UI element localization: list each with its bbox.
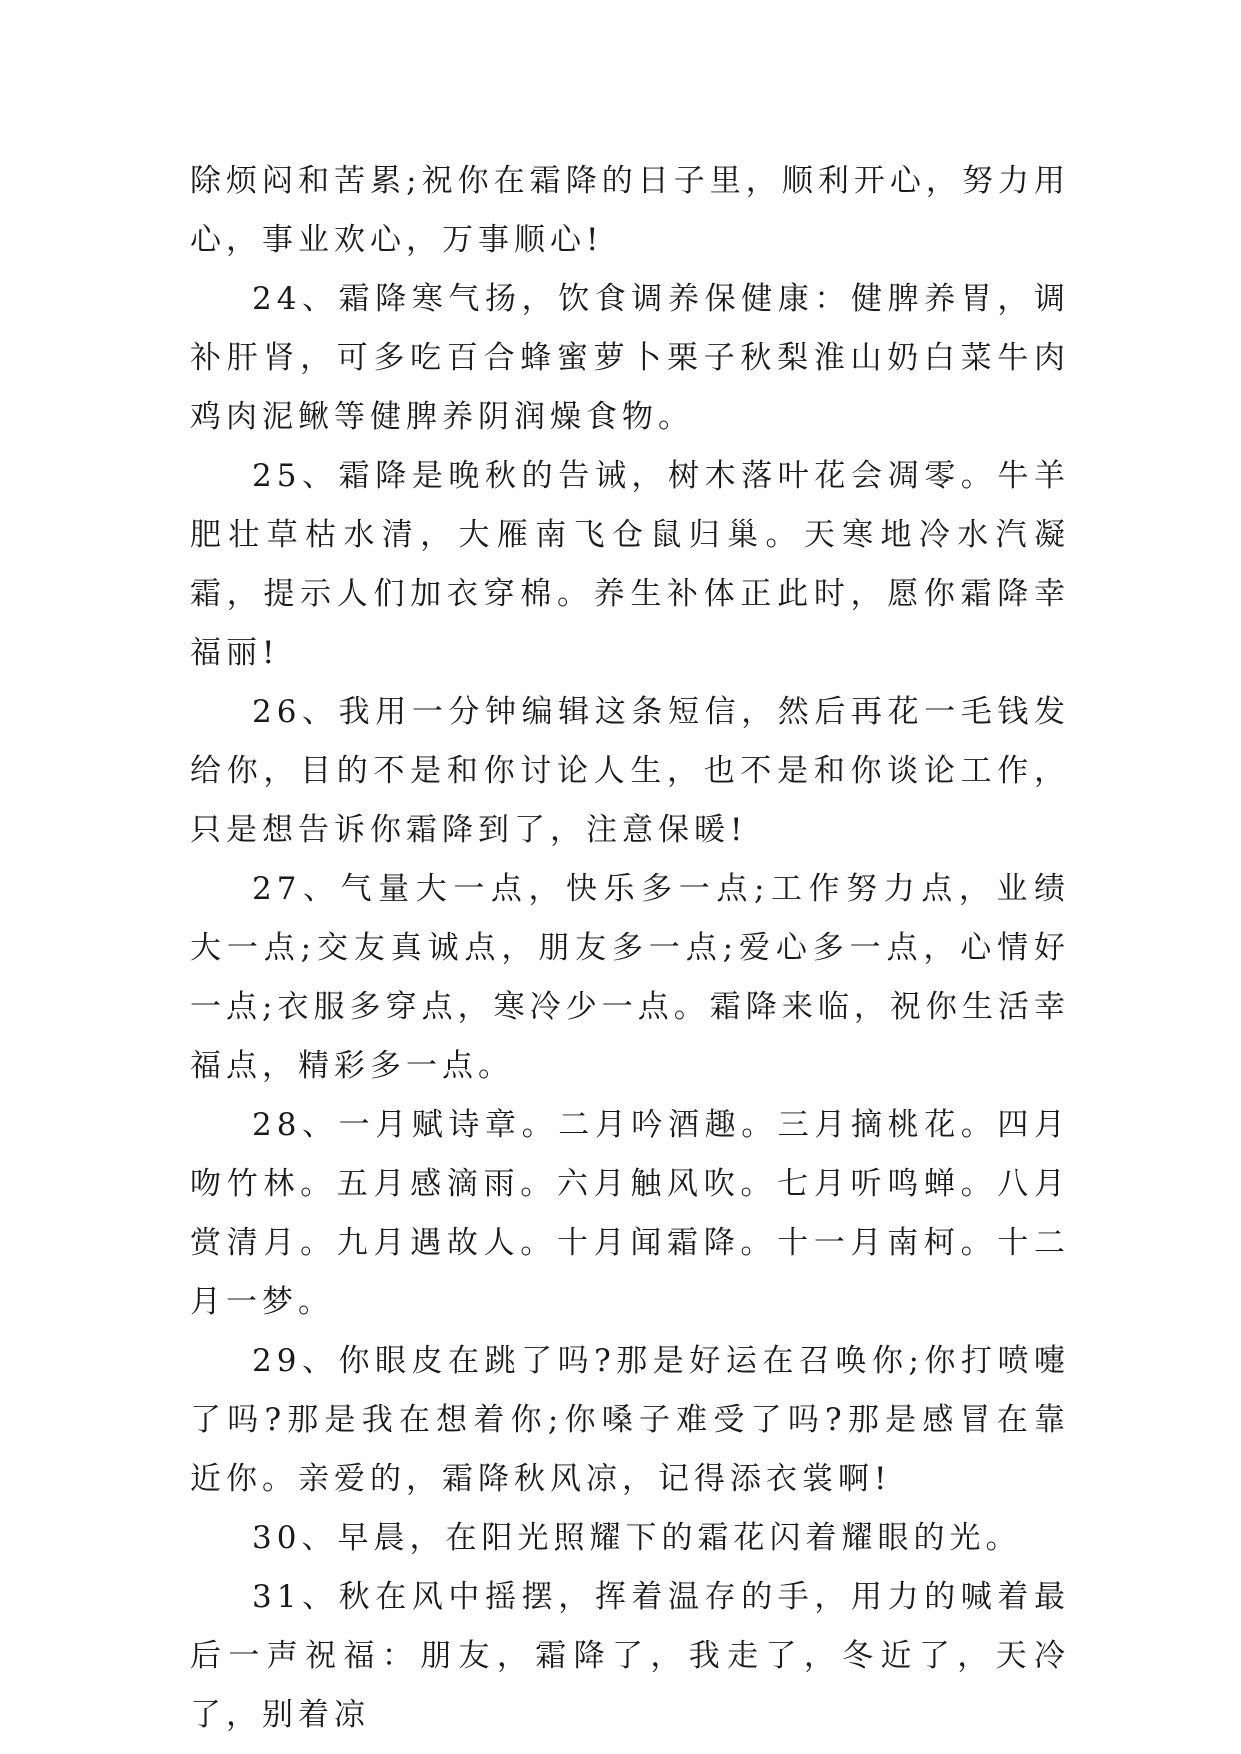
document-page [190, 152, 1070, 1745]
paragraph-31: 31、秋在风中摇摆，挥着温存的手，用力的喊着最后一声祝福：朋友，霜降了，我走了，冬近了，天冷了，别着凉 [190, 1579, 1070, 1733]
paragraph-28: 28、一月赋诗章。二月吟酒趣。三月摘桃花。四月吻竹林。五月感滴雨。六月触风吹。七月听鸣蝉。八月赏清月。九月遇故人。十月闻霜降。十一月南柯。十二月一梦。 [190, 1107, 1070, 1320]
paragraph-26: 26、我用一分钟编辑这条短信，然后再花一毛钱发给你，目的不是和你讨论人生，也不是和你谈论工作，只是想告诉你霜降到了，注意保暖! [190, 694, 1070, 848]
paragraph-29: 29、你眼皮在跳了吗?那是好运在召唤你;你打喷嚏了吗?那是我在想着你;你嗓子难受了吗?那是感冒在靠近你。亲爱的，霜降秋风凉，记得添衣裳啊! [190, 1343, 1070, 1497]
paragraph-24: 24、霜降寒气扬，饮食调养保健康：健脾养胃，调补肝肾，可多吃百合蜂蜜萝卜栗子秋梨淮山奶白菜牛肉鸡肉泥鳅等健脾养阴润燥食物。 [190, 281, 1070, 435]
paragraph-25: 25、霜降是晚秋的告诫，树木落叶花会凋零。牛羊肥壮草枯水清，大雁南飞仓鼠归巢。天寒地冷水汽凝霜，提示人们加衣穿棉。养生补体正此时，愿你霜降幸福丽! [190, 458, 1070, 671]
paragraph-27: 27、气量大一点，快乐多一点;工作努力点，业绩大一点;交友真诚点，朋友多一点;爱心多一点，心情好一点;衣服多穿点，寒冷少一点。霜降来临，祝你生活幸福点，精彩多一点。 [190, 871, 1070, 1084]
paragraph-continuation: 除烦闷和苦累;祝你在霜降的日子里，顺利开心，努力用心，事业欢心，万事顺心! [190, 163, 1070, 258]
paragraph-30: 30、早晨，在阳光照耀下的霜花闪着耀眼的光。 [252, 1520, 1022, 1556]
